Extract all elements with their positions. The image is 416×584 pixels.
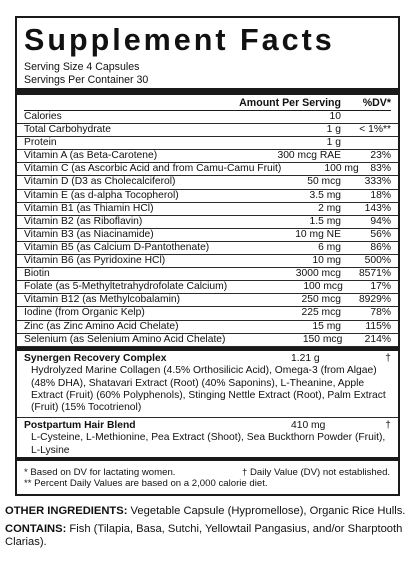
nutrient-row — [17, 321, 398, 334]
ingredients-section — [5, 505, 410, 554]
nutrient-amount: 3000 mcg — [295, 268, 341, 280]
nutrient-row — [17, 176, 398, 189]
blend-amount: 410 mg — [291, 419, 326, 431]
nutrient-amount: 300 mcg RAE — [277, 150, 341, 162]
nutrient-amount: 100 mcg — [303, 281, 343, 293]
blend-ingredients: Hydrolyzed Marine Collagen (4.5% Orthosilicic Acid), Omega-3 (from Algae) (48% DHA), Shatavari Extract (Root) (40% Saponins), L-Theanine, Apple Extract (Fruit) (60% Polyphenols), Stinging Nettle Extract (Root), Palm Extract (Fruit) (15% Tocotrienol) — [31, 365, 386, 414]
nutrient-row — [17, 334, 398, 347]
other-ingredients — [5, 505, 410, 519]
footnote-lactating: * Based on DV for lactating women. — [24, 466, 176, 478]
nutrient-dv: 94% — [370, 215, 391, 227]
footnote-not-established: † Daily Value (DV) not established. — [242, 466, 391, 478]
footnote-divider — [17, 457, 398, 461]
nutrient-amount: 250 mcg — [301, 294, 341, 306]
nutrient-name: Vitamin B5 (as Calcium D-Pantothenate) — [24, 241, 210, 253]
blend-ingredients: L-Cysteine, L-Methionine, Pea Extract (Shoot), Sea Buckthorn Powder (Fruit), L-Lysine — [31, 432, 386, 456]
nutrient-row — [17, 242, 398, 255]
nutrient-name: Vitamin C (as Ascorbic Acid and from Camu-Camu Fruit) — [24, 163, 282, 175]
nutrient-dv: 56% — [370, 228, 391, 240]
nutrient-name: Vitamin B2 (as Riboflavin) — [24, 215, 143, 227]
nutrient-dv: 214% — [364, 333, 391, 345]
dv-header: %DV* — [362, 96, 391, 109]
nutrient-amount: 1 g — [326, 137, 341, 149]
nutrient-row — [17, 124, 398, 137]
nutrient-dv: 17% — [370, 281, 391, 293]
nutrient-dv: 83% — [370, 163, 391, 175]
nutrient-name: Selenium (as Selenium Amino Acid Chelate) — [24, 333, 226, 345]
blend-dv: † — [385, 352, 391, 364]
column-header — [24, 95, 391, 111]
nutrient-amount: 100 mg — [324, 163, 359, 175]
nutrient-row — [17, 203, 398, 216]
nutrient-dv: 115% — [365, 320, 391, 332]
contains-statement — [5, 523, 410, 550]
nutrient-row — [17, 268, 398, 281]
nutrient-name: Calories — [24, 111, 62, 122]
blend-name: Postpartum Hair Blend — [24, 419, 136, 431]
nutrient-name: Biotin — [24, 268, 50, 280]
nutrient-row — [17, 137, 398, 150]
nutrient-dv: 8571% — [358, 268, 391, 280]
nutrient-row — [17, 255, 398, 268]
nutrient-name: Vitamin B1 (as Thiamin HCl) — [24, 202, 154, 214]
blend-amount: 1.21 g — [291, 352, 320, 364]
nutrient-name: Protein — [24, 137, 57, 149]
nutrient-dv: 333% — [364, 176, 391, 188]
nutrient-row — [17, 111, 398, 124]
footnote-calorie: ** Percent Daily Values are based on a 2,000 calorie diet. — [24, 478, 268, 490]
nutrient-dv: 86% — [370, 241, 391, 253]
nutrient-dv: 500% — [364, 255, 391, 267]
nutrient-name: Vitamin B12 (as Methylcobalamin) — [24, 294, 181, 306]
nutrient-name: Vitamin B3 (as Niacinamide) — [24, 228, 154, 240]
blend-name: Synergen Recovery Complex — [24, 352, 167, 364]
nutrient-name: Zinc (as Zinc Amino Acid Chelate) — [24, 320, 179, 332]
nutrient-name: Vitamin E (as d-alpha Tocopherol) — [24, 189, 179, 201]
nutrient-dv: 78% — [370, 307, 391, 319]
other-ingredients-text: Vegetable Capsule (Hypromellose), Organic Rice Hulls. — [127, 505, 406, 517]
nutrient-name: Vitamin A (as Beta-Carotene) — [24, 150, 158, 162]
nutrient-name: Iodine (from Organic Kelp) — [24, 307, 145, 319]
nutrient-amount: 1 g — [326, 124, 341, 136]
nutrient-row — [17, 216, 398, 229]
nutrient-dv: 18% — [370, 189, 391, 201]
nutrient-row — [17, 163, 398, 176]
divider — [17, 417, 398, 418]
blend-dv: † — [385, 419, 391, 431]
nutrient-dv: 8929% — [358, 294, 391, 306]
blend-section — [24, 351, 391, 457]
nutrient-amount: 15 mg — [312, 320, 341, 332]
nutrient-amount: 10 — [329, 111, 341, 122]
nutrient-dv: 23% — [370, 150, 391, 162]
amount-header: Amount Per Serving — [239, 96, 341, 109]
nutrient-dv — [341, 137, 391, 149]
panel-title: Supplement Facts — [24, 23, 335, 57]
nutrient-dv — [341, 111, 391, 123]
nutrient-row — [17, 150, 398, 163]
contains-text: Fish (Tilapia, Basa, Sutchi, Yellowtail Pangasius, and/or Sharptooth Clarias). — [5, 522, 403, 549]
nutrient-row — [17, 190, 398, 203]
supplement-facts-panel — [15, 16, 400, 496]
nutrient-amount: 6 mg — [318, 241, 341, 253]
nutrient-row — [17, 294, 398, 307]
nutrient-amount: 2 mg — [318, 202, 341, 214]
serving-size: Serving Size 4 Capsules — [24, 61, 140, 73]
blend-header — [24, 353, 391, 365]
nutrient-amount: 50 mcg — [307, 176, 341, 188]
nutrient-row — [17, 281, 398, 294]
nutrient-name: Vitamin D (D3 as Cholecalciferol) — [24, 176, 176, 188]
footnotes — [24, 467, 391, 490]
nutrient-amount: 1.5 mg — [309, 215, 341, 227]
nutrient-amount: 10 mg — [312, 255, 341, 267]
nutrient-amount: 225 mcg — [301, 307, 341, 319]
nutrient-amount: 10 mg NE — [295, 228, 341, 240]
other-ingredients-label: OTHER INGREDIENTS: — [5, 505, 128, 517]
contains-label: CONTAINS: — [5, 522, 67, 535]
nutrient-name: Total Carbohydrate — [24, 124, 112, 136]
nutrient-table — [24, 111, 391, 347]
nutrient-amount: 3.5 mg — [309, 189, 341, 201]
nutrient-dv: 143% — [364, 202, 391, 214]
nutrient-name: Vitamin B6 (as Pyridoxine HCl) — [24, 255, 166, 267]
thick-divider — [17, 88, 398, 95]
nutrient-name: Folate (as 5-Methyltetrahydrofolate Calcium) — [24, 281, 228, 293]
servings-per-container: Servings Per Container 30 — [24, 73, 149, 86]
nutrient-row — [17, 307, 398, 320]
nutrient-row — [17, 229, 398, 242]
blend-header — [24, 420, 391, 432]
nutrient-amount: 150 mcg — [302, 333, 343, 345]
nutrient-dv: < 1%** — [359, 124, 391, 136]
